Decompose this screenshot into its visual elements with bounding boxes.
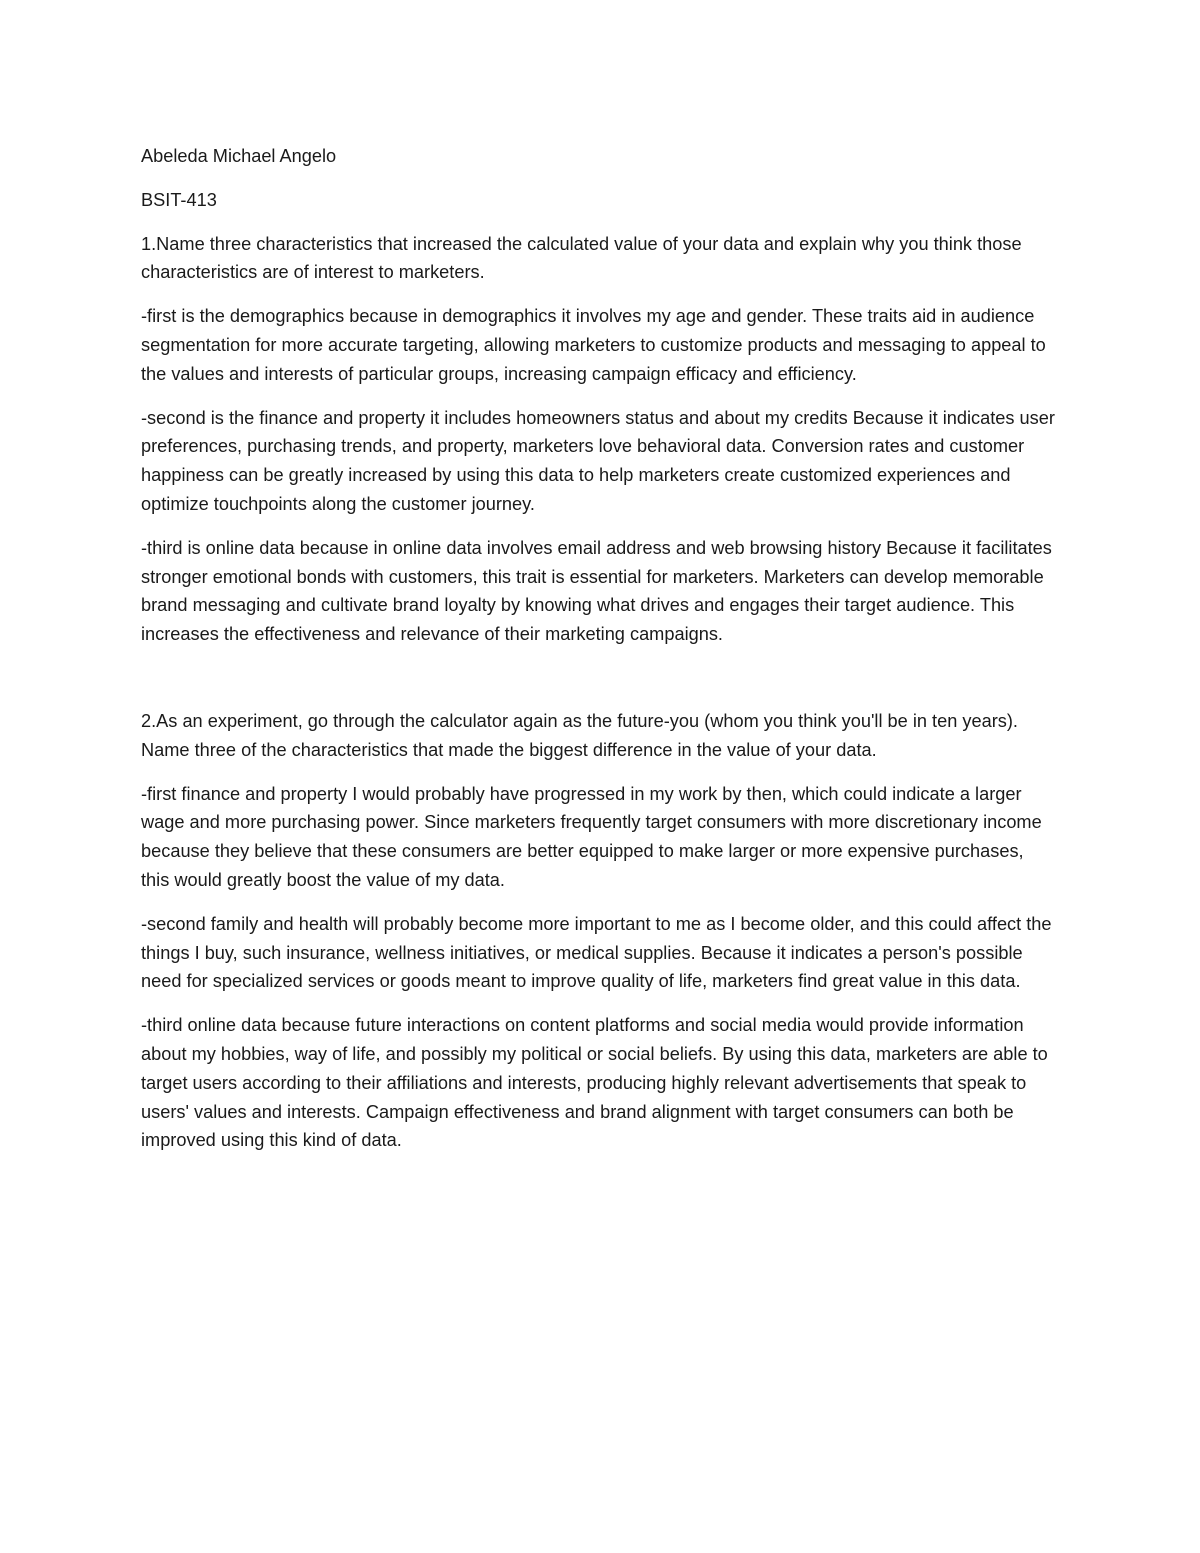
document-body bbox=[141, 142, 1056, 1170]
author-name: Abeleda Michael Angelo bbox=[141, 146, 337, 166]
q1-answer-first: -first is the demographics because in demographics it involves my age and gender. These traits aid in audience segmentation for more accurate targeting, allowing marketers to customize products and messaging to appeal to the values and interests of particular groups, increasing campaign efficacy and efficiency. bbox=[141, 306, 1046, 384]
course-code: BSIT-413 bbox=[141, 189, 217, 210]
q2-answer-first: -first finance and property I would probably have progressed in my work by then, which could indicate a larger wage and more purchasing power. Since marketers frequently target consumers with more discretionary income because they believe that these consumers are better equipped to make larger or more expensive purchases, this would greatly boost the value of my data. bbox=[141, 783, 1042, 890]
q2-answer-second: -second family and health will probably become more important to me as I become older, and this could affect the things I buy, such insurance, wellness initiatives, or medical supplies. Because it indicates a person's possible need for specialized services or goods meant to improve quality of life, marketers find great value in this data. bbox=[141, 913, 1052, 992]
section-spacer bbox=[141, 664, 1056, 707]
q2-answer-third: -third online data because future interactions on content platforms and social media would provide information about my hobbies, way of life, and possibly my political or social beliefs. By using this data, marketers are able to target users according to their affiliations and interests, producing highly relevant advertisements that speak to users' values and interests. Campaign effectiveness and brand alignment with target consumers can both be improved using this kind of data. bbox=[141, 1015, 1048, 1151]
question-1: 1.Name three characteristics that increased the calculated value of your data and explain why you think those characteristics are of interest to marketers. bbox=[141, 233, 1022, 283]
q1-answer-third: -third is online data because in online data involves email address and web browsing history Because it facilitates stronger emotional bonds with customers, this trait is essential for marketers. Marketers can develop memorable brand messaging and cultivate brand loyalty by knowing what drives and engages their target audience. This increases the effectiveness and relevance of their marketing campaigns. bbox=[141, 537, 1052, 645]
q1-answer-second: -second is the finance and property it includes homeowners status and about my credits Because it indicates user preferences, purchasing trends, and property, marketers love behavioral data. Conversion rates and customer happiness can be greatly increased by using this data to help marketers create customized experiences and optimize touchpoints along the customer journey. bbox=[141, 407, 1055, 514]
question-2: 2.As an experiment, go through the calculator again as the future-you (whom you think you'll be in ten years). Name three of the characteristics that made the biggest difference in the value of your data. bbox=[141, 710, 1018, 760]
